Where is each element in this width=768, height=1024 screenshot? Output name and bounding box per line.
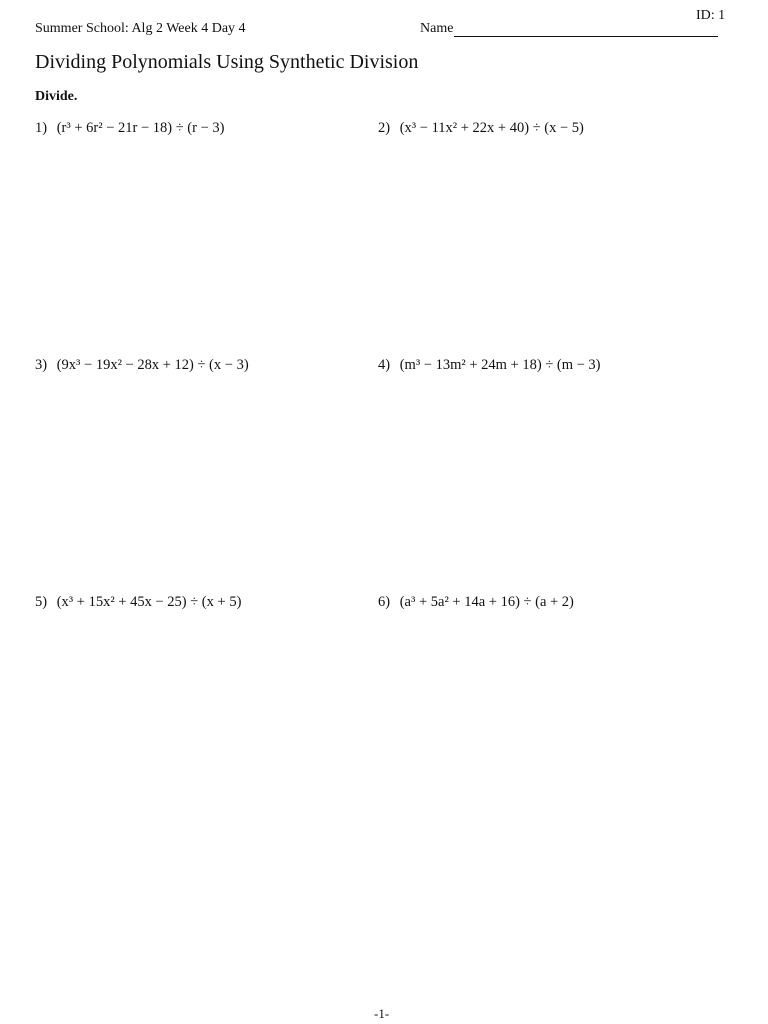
problem-number: 6) (378, 594, 391, 610)
problem-expression: (m³ − 13m² + 24m + 18) ÷ (m − 3) (399, 357, 601, 373)
problem-number: 5) (35, 594, 48, 610)
worksheet-title: Dividing Polynomials Using Synthetic Division (35, 51, 419, 73)
problem-number: 3) (35, 357, 48, 373)
problem-1 (35, 120, 224, 137)
problem-expression: (x³ − 11x² + 22x + 40) ÷ (x − 5) (399, 120, 584, 136)
name-blank-line (454, 21, 718, 37)
problem-expression: (a³ + 5a² + 14a + 16) ÷ (a + 2) (399, 594, 574, 610)
problem-2 (378, 120, 584, 137)
course-heading: Summer School: Alg 2 Week 4 Day 4 (35, 21, 246, 36)
problem-6 (378, 594, 574, 611)
page-number: -1- (374, 1006, 390, 1021)
worksheet-id: ID: 1 (696, 8, 726, 23)
problem-5 (35, 594, 241, 611)
instructions: Divide. (35, 89, 78, 104)
problem-number: 4) (378, 357, 391, 373)
problem-expression: (x³ + 15x² + 45x − 25) ÷ (x + 5) (56, 594, 242, 610)
problem-expression: (9x³ − 19x² − 28x + 12) ÷ (x − 3) (56, 357, 249, 373)
name-field (420, 21, 718, 37)
problem-number: 2) (378, 120, 391, 136)
problem-expression: (r³ + 6r² − 21r − 18) ÷ (r − 3) (56, 120, 225, 136)
problem-number: 1) (35, 120, 48, 136)
problem-3 (35, 357, 249, 374)
problem-4 (378, 357, 601, 374)
name-label: Name (420, 21, 454, 36)
